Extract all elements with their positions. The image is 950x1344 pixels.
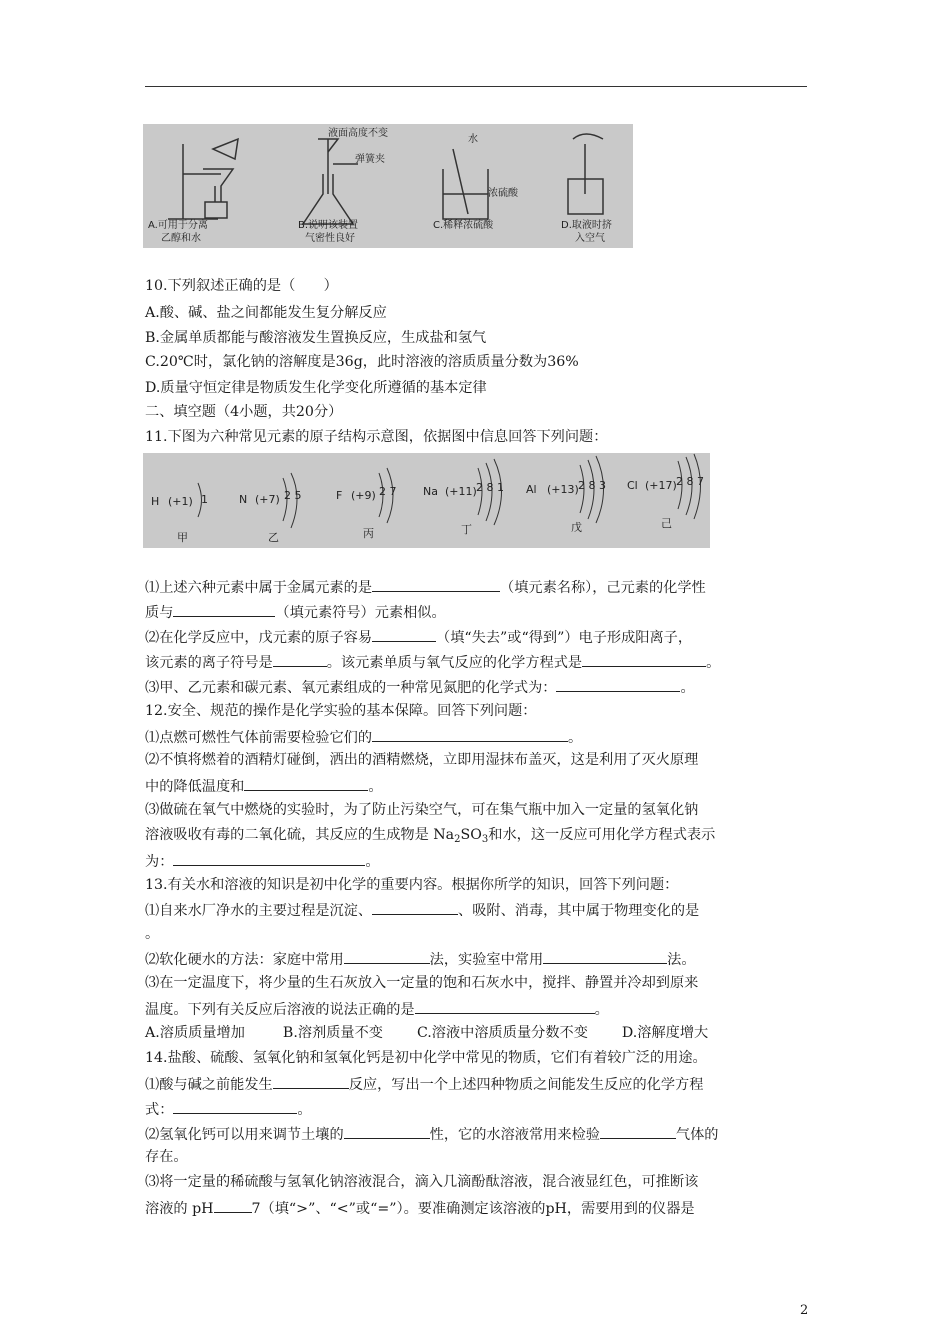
q12-part3-line3: 为： 。	[145, 850, 380, 872]
atom-h	[151, 483, 208, 544]
svg-text:F: F	[336, 489, 343, 502]
svg-text:戊: 戊	[571, 521, 582, 534]
page-number: 2	[800, 1303, 809, 1318]
atom-structure-figure	[143, 453, 710, 548]
answer-blank[interactable]	[173, 601, 275, 617]
svg-text:B.说明该装置: B.说明该装置	[298, 220, 359, 231]
answer-blank[interactable]	[600, 1123, 676, 1139]
q13-stem: 13.有关水和溶液的知识是初中化学的重要内容。根据你所学的知识，回答下列问题：	[145, 877, 679, 893]
svg-text:(+17): (+17)	[645, 479, 677, 492]
answer-blank[interactable]	[372, 576, 500, 592]
svg-text:2 8 7: 2 8 7	[676, 475, 704, 488]
q12-part1: ⑴点燃可燃性气体前需要检验它们的 。	[145, 726, 582, 748]
beaker-icon	[443, 149, 488, 219]
answer-blank[interactable]	[173, 850, 365, 866]
svg-text:Al: Al	[526, 483, 537, 496]
svg-text:乙: 乙	[268, 531, 279, 544]
q14-stem: 14.盐酸、硫酸、氢氧化钠和氢氧化钙是初中化学中常见的物质，它们有着较广泛的用途。	[145, 1050, 707, 1066]
svg-text:甲: 甲	[177, 531, 188, 544]
q13-options: A.溶质质量增加 B.溶剂质量不变 C.溶液中溶质质量分数不变 D.溶解度增大	[145, 1025, 709, 1041]
svg-text:(+9): (+9)	[351, 489, 376, 502]
q11-part3: ⑶甲、乙元素和碳元素、氧元素组成的一种常见氮肥的化学式为： 。	[145, 676, 695, 698]
svg-text:2 8 3: 2 8 3	[578, 479, 606, 492]
q13-part2: ⑵软化硬水的方法：家庭中常用 法，实验室中常用 法。	[145, 948, 696, 970]
svg-text:(+1): (+1)	[168, 495, 193, 508]
q13-part3-line2: 温度。下列有关反应后溶液的说法正确的是 。	[145, 998, 609, 1020]
atom-n	[239, 473, 302, 544]
q13-part3-line1: ⑶在一定温度下，将少量的生石灰放入一定量的饱和石灰水中，搅拌、静置并冷却到原来	[145, 975, 699, 991]
atom-cl	[627, 454, 704, 530]
svg-text:乙醇和水: 乙醇和水	[161, 233, 201, 244]
answer-blank[interactable]	[415, 998, 595, 1014]
svg-text:(+7): (+7)	[255, 493, 280, 506]
q14-part2-line2: 存在。	[145, 1149, 188, 1165]
q11-part1-line2: 质与 （填元素符号）元素相似。	[145, 601, 446, 623]
svg-text:H: H	[151, 495, 160, 508]
answer-blank[interactable]	[543, 948, 667, 964]
dropper-bottle-icon	[568, 134, 603, 214]
answer-blank[interactable]	[372, 726, 568, 742]
svg-text:2 5: 2 5	[284, 489, 302, 502]
svg-text:入空气: 入空气	[575, 233, 605, 244]
svg-text:浓硫酸: 浓硫酸	[488, 188, 518, 199]
answer-blank[interactable]	[556, 676, 680, 692]
svg-text:弹簧夹: 弹簧夹	[355, 154, 385, 165]
svg-text:(+13): (+13)	[547, 483, 579, 496]
q12-part2-line2: 中的降低温度和 。	[145, 775, 383, 797]
answer-blank[interactable]	[273, 1073, 349, 1089]
q11-part1-line1: ⑴上述六种元素中属于金属元素的是 （填元素名称），己元素的化学性	[145, 576, 706, 598]
svg-text:C.稀释浓硫酸: C.稀释浓硫酸	[433, 220, 494, 231]
svg-text:N: N	[239, 493, 248, 506]
q11-part2-line1: ⑵在化学反应中，戊元素的原子容易 （填“失去”或“得到”）电子形成阳离子，	[145, 626, 692, 648]
q11-stem: 11.下图为六种常见元素的原子结构示意图，依据图中信息回答下列问题：	[145, 429, 608, 445]
q14-part3-line2: 溶液的 pH 7（填“>”、“<”或“=”）。要准确测定该溶液的pH，需要用到的仪器是	[145, 1197, 695, 1219]
atom-al	[526, 456, 606, 534]
svg-text:液面高度不变: 液面高度不变	[328, 128, 388, 139]
q14-part2-line1: ⑵氢氧化钙可以用来调节土壤的 性，它的水溶液常用来检验 气体的	[145, 1123, 718, 1145]
svg-text:己: 己	[661, 517, 672, 530]
flask-icon	[303, 139, 358, 224]
answer-blank[interactable]	[344, 1123, 430, 1139]
answer-blank[interactable]	[173, 1098, 297, 1114]
section-title: 二、填空题（4小题，共20分）	[145, 404, 343, 420]
q10-option-d: D.质量守恒定律是物质发生化学变化所遵循的基本定律	[145, 380, 487, 396]
q11-part2-line2: 该元素的离子符号是 。该元素单质与氧气反应的化学方程式是 。	[145, 651, 720, 673]
atom-na	[423, 459, 504, 536]
q14-part1-line2: 式： 。	[145, 1098, 312, 1120]
svg-text:2 8 1: 2 8 1	[476, 481, 504, 494]
answer-blank[interactable]	[273, 651, 327, 667]
svg-text:Cl: Cl	[627, 479, 638, 492]
q10-stem: 10.下列叙述正确的是（ ）	[145, 278, 338, 294]
svg-text:水: 水	[468, 134, 478, 145]
svg-text:1: 1	[201, 493, 208, 506]
q13-part1-line1: ⑴自来水厂净水的主要过程是沉淀、 、吸附、消毒，其中属于物理变化的是	[145, 899, 699, 921]
svg-text:丁: 丁	[461, 523, 472, 536]
svg-text:D.取液时挤: D.取液时挤	[561, 220, 612, 231]
q12-part3-line2: 溶液吸收有毒的二氧化硫，其反应的生成物是 $Na_2SO_3$和水，这一反应可用化学方程式表示	[145, 827, 716, 845]
answer-blank[interactable]	[372, 899, 458, 915]
q12-part3-line1: ⑶做硫在氧气中燃烧的实验时，为了防止污染空气，可在集气瓶中加入一定量的氢氧化钠	[145, 802, 699, 818]
q13-part1-line2: 。	[145, 926, 160, 942]
q10-option-a: A.酸、碱、盐之间都能发生复分解反应	[145, 305, 387, 321]
svg-text:丙: 丙	[363, 527, 374, 540]
svg-text:Na: Na	[423, 485, 438, 498]
answer-blank[interactable]	[582, 651, 706, 667]
answer-blank[interactable]	[372, 626, 436, 642]
svg-text:A.可用于分离: A.可用于分离	[148, 220, 208, 231]
svg-text:气密性良好: 气密性良好	[305, 233, 355, 244]
answer-blank[interactable]	[344, 948, 430, 964]
lab-apparatus-figure	[143, 124, 633, 248]
funnel-stand-icon	[168, 139, 238, 219]
q14-part1-line1: ⑴酸与碱之前能发生 反应，写出一个上述四种物质之间能发生反应的化学方程	[145, 1073, 703, 1095]
svg-text:(+11): (+11)	[445, 485, 477, 498]
header-rule	[145, 86, 807, 87]
q10-option-b: B.金属单质都能与酸溶液发生置换反应，生成盐和氢气	[145, 330, 487, 346]
answer-blank[interactable]	[244, 775, 368, 791]
q10-option-c: C.20℃时，氯化钠的溶解度是36g，此时溶液的溶质质量分数为36%	[145, 354, 579, 370]
answer-blank[interactable]	[214, 1197, 252, 1213]
q12-stem: 12.安全、规范的操作是化学实验的基本保障。回答下列问题：	[145, 703, 537, 719]
q12-part2-line1: ⑵不慎将燃着的酒精灯碰倒，洒出的酒精燃烧，立即用湿抹布盖灭，这是利用了灭火原理	[145, 752, 699, 768]
q14-part3-line1: ⑶将一定量的稀硫酸与氢氧化钠溶液混合，滴入几滴酚酞溶液，混合液显红色，可推断该	[145, 1174, 699, 1190]
svg-text:2 7: 2 7	[379, 485, 397, 498]
atom-f	[336, 468, 397, 540]
